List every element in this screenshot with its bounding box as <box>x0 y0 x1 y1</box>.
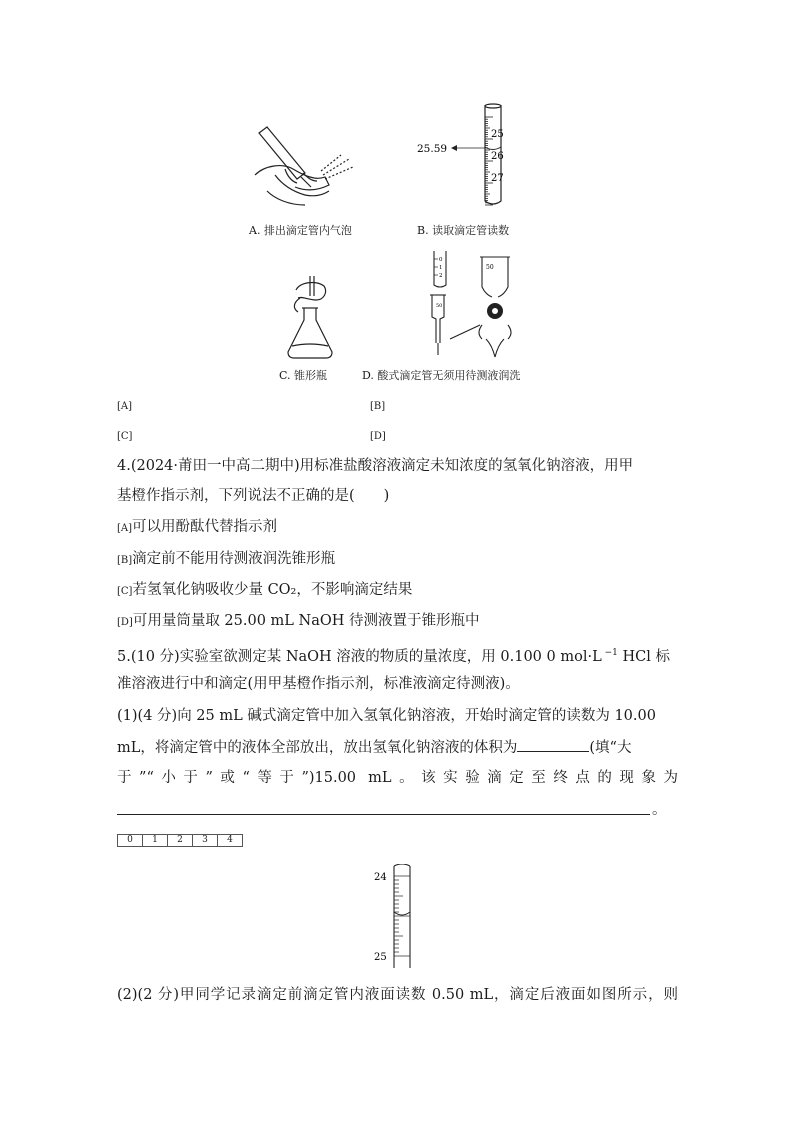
svg-text:50: 50 <box>436 303 443 309</box>
score-box-table <box>117 834 243 847</box>
q5-stem-line1: 5.(10 分)实验室欲测定某 NaOH 溶液的物质的量浓度，用 0.100 0 mol·L $^{-1}$ HCl 标 <box>117 648 670 665</box>
figure-d-caption: D. 酸式滴定管无须用待测液润洗 <box>362 369 521 382</box>
option-text: 滴定前不能用待测液润洗锥形瓶 <box>132 551 336 567</box>
figure-a-caption: A. 排出滴定管内气泡 <box>249 224 352 237</box>
answer-slot-a[interactable]: [A] <box>117 401 133 412</box>
option-text: 可以用酚酞代替指示剂 <box>132 519 278 535</box>
svg-text:2: 2 <box>439 273 443 279</box>
figure-c-conical-flask <box>280 274 340 362</box>
q5-part1-line1: (1)(4 分)向 25 mL 碱式滴定管中加入氢氧化钠溶液，开始时滴定管的读数为 10.00 <box>117 708 656 724</box>
q5-part1-line3: 于”“小于”或“等于”)15.00 mL。该实验滴定至终点的现象为 <box>117 770 678 786</box>
burette-label-25: 25 <box>374 952 387 963</box>
answer-blank-volume[interactable] <box>517 737 589 752</box>
option-letter: [C] <box>117 586 133 597</box>
figure-burette-24-25 <box>370 864 430 974</box>
option-letter: [A] <box>117 523 133 534</box>
figure-b-tick-27: 27 <box>491 173 504 184</box>
figure-b-reading-label: 25.59 <box>417 143 448 155</box>
q4-stem-line2: 基橙作指示剂，下列说法不正确的是( ) <box>117 488 390 504</box>
q5-part2-line1: (2)(2 分)甲同学记录滴定前滴定管内液面读数 0.50 mL，滴定后液面如图所示，则 <box>117 987 678 1003</box>
q4-option-a[interactable] <box>117 517 277 539</box>
figure-d-acid-burette <box>420 247 530 362</box>
figure-b-burette-reading <box>415 103 525 208</box>
q4-stem-line1: 4.(2024·莆田一中高二期中)用标准盐酸溶液滴定未知浓度的氢氧化钠溶液，用甲 <box>117 458 634 474</box>
score-box-2[interactable]: 2 <box>168 835 193 847</box>
option-letter: [D] <box>117 617 133 628</box>
figure-c-caption: C. 锥形瓶 <box>279 369 328 382</box>
svg-text:1: 1 <box>439 265 443 271</box>
q5-part1-line4-end: 。 <box>652 802 667 818</box>
answer-slot-b[interactable]: [B] <box>370 401 386 412</box>
score-box-4[interactable]: 4 <box>218 835 243 847</box>
burette-label-24: 24 <box>374 872 387 883</box>
option-letter: [B] <box>117 555 133 566</box>
answer-blank-endpoint[interactable] <box>117 814 650 815</box>
q4-option-d[interactable] <box>117 611 480 633</box>
figure-a-burette-bubble <box>245 125 360 210</box>
score-box-0[interactable]: 0 <box>118 835 143 847</box>
option-text: 可用量筒量取 25.00 mL NaOH 待测液置于锥形瓶中 <box>132 613 480 629</box>
q5-stem-line2: 准溶液进行中和滴定(用甲基橙作指示剂，标准液滴定待测液)。 <box>117 676 520 692</box>
score-box-1[interactable]: 1 <box>143 835 168 847</box>
figure-b-tick-26: 26 <box>491 151 504 162</box>
option-text: 若氢氧化钠吸收少量 CO₂，不影响滴定结果 <box>132 582 413 598</box>
q5-part1-line2: mL，将滴定管中的液体全部放出，放出氢氧化钠溶液的体积为 (填“大 <box>117 737 631 758</box>
answer-slot-c[interactable]: [C] <box>117 431 133 442</box>
figure-b-tick-25: 25 <box>491 129 504 140</box>
q4-option-b[interactable] <box>117 549 335 571</box>
q4-option-c[interactable] <box>117 580 412 602</box>
svg-text:0: 0 <box>439 257 443 263</box>
svg-text:50: 50 <box>486 264 494 271</box>
figure-b-caption: B. 读取滴定管读数 <box>417 224 510 237</box>
answer-slot-d[interactable]: [D] <box>370 431 386 442</box>
score-box-3[interactable]: 3 <box>193 835 218 847</box>
